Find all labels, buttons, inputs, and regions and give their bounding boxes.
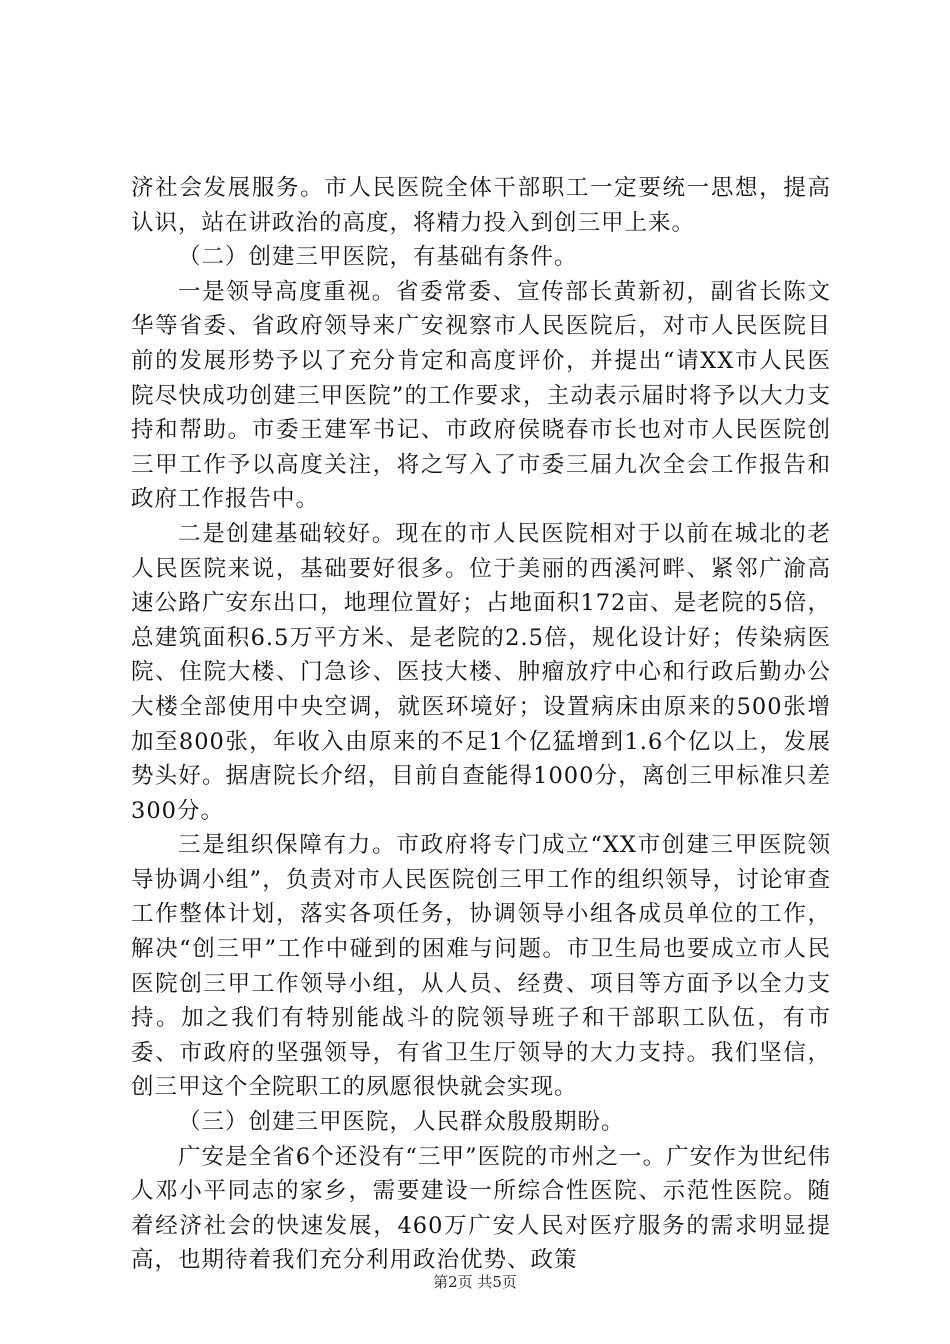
paragraph-organization: 三是组织保障有力。市政府将专门成立“XX市创建三甲医院领导协调小组”，负责对市人民医院创三甲工作的组织领导，讨论审查工作整体计划，落实各项任务，协调领导小组各成员单位的工作，解决“创三甲”工作中碰到的困难与问题。市卫生局也要成立市人民医院创三甲工作领导小组，从人员、经费、项目等方面予以全力支持。加之我们有特别能战斗的院领导班子和干部职工队伍，有市委、市政府的坚强领导，有省卫生厅领导的大力支持。我们坚信，创三甲这个全院职工的夙愿很快就会实现。: [131, 832, 831, 1101]
document-body: [131, 171, 831, 1278]
paragraph-leadership: 一是领导高度重视。省委常委、宣传部长黄新初，副省长陈文华等省委、省政府领导来广安视察市人民医院后，对市人民医院目前的发展形势予以了充分肯定和高度评价，并提出“请XX市人民医院尽快成功创建三甲医院”的工作要求，主动表示届时将予以大力支持和帮助。市委王建军书记、市政府侯晓春市长也对市人民医院创三甲工作予以高度关注，将之写入了市委三届九次全会工作报告和政府工作报告中。: [131, 278, 831, 513]
page-footer: [0, 1272, 950, 1292]
paragraph-continuation: 济社会发展服务。市人民医院全体干部职工一定要统一思想，提高认识，站在讲政治的高度，将精力投入到创三甲上来。: [131, 175, 831, 236]
page-number-label: 第2页 共5页: [433, 1273, 517, 1291]
section-heading-three: （三）创建三甲医院，人民群众殷殷期盼。: [178, 1109, 625, 1136]
section-heading-two: （二）创建三甲医院，有基础有条件。: [178, 244, 578, 271]
paragraph-foundation: 二是创建基础较好。现在的市人民医院相对于以前在城北的老人民医院来说，基础要好很多。位于美丽的西溪河畔、紧邻广渝高速公路广安东出口，地理位置好；占地面积172亩、是老院的5倍，总建筑面积6.5万平方米、是老院的2.5倍，规化设计好；传染病医院、住院大楼、门急诊、医技大楼、肿瘤放疗中心和行政后勤办公大楼全部使用中央空调，就医环境好；设置病床由原来的500张增加至800张，年收入由原来的不足1个亿猛增到1.6个亿以上，发展势头好。据唐院长介绍，目前自查能得1000分，离创三甲标准只差300分。: [131, 520, 831, 824]
paragraph-public-expectation: 广安是全省6个还没有“三甲”医院的市州之一。广安作为世纪伟人邓小平同志的家乡，需要建设一所综合性医院、示范性医院。随着经济社会的快速发展，460万广安人民对医疗服务的需求明显提高，也期待着我们充分利用政治优势、政策: [131, 1143, 831, 1274]
